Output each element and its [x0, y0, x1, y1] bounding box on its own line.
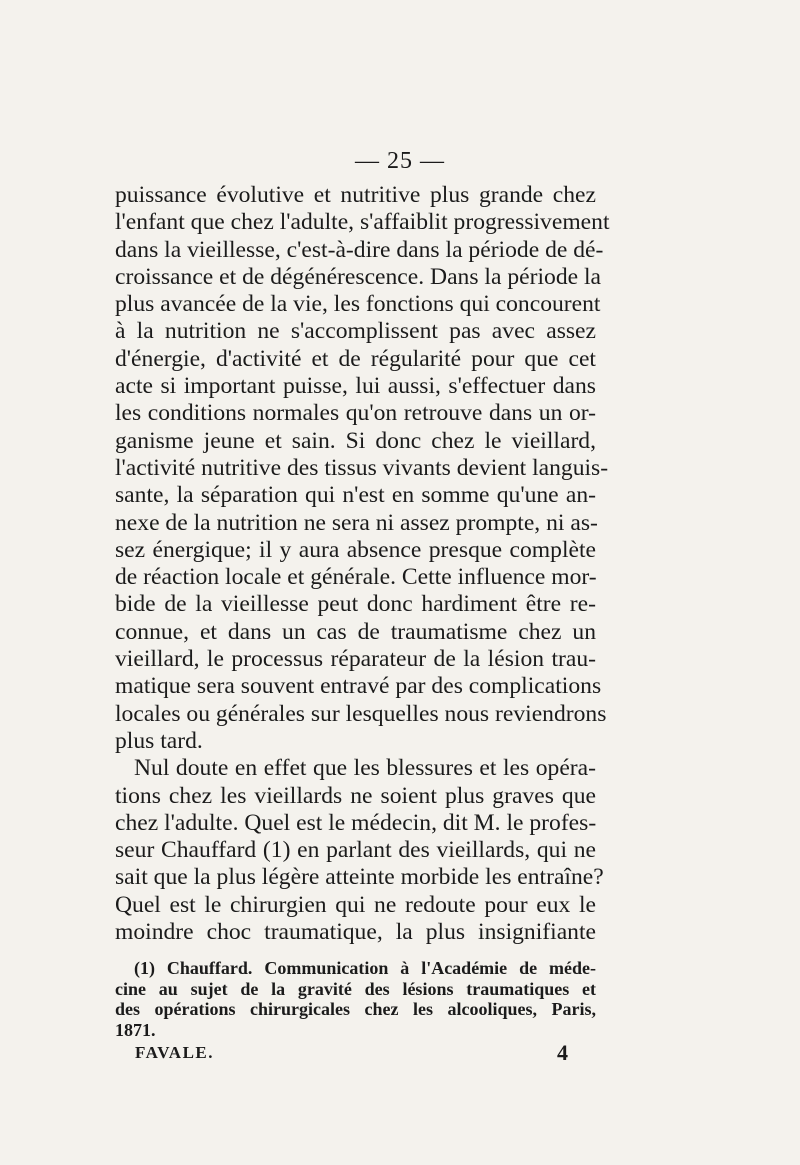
text-line: de réaction locale et générale. Cette influence mor-	[115, 564, 597, 591]
body-text	[115, 182, 610, 946]
text-line: matique sera souvent entravé par des complications	[115, 673, 602, 700]
text-line: l'activité nutritive des tissus vivants devient languis-	[115, 454, 609, 481]
text-line: les conditions normales qu'on retrouve dans un or-	[115, 400, 596, 427]
text-line: Quel est le chirurgien qui ne redoute pour eux le	[115, 891, 596, 918]
text-line: sez énergique; il y aura absence presque complète	[115, 536, 596, 563]
page-number: — 25 —	[355, 148, 445, 174]
text-line: croissance et de dégénérescence. Dans la période la	[115, 263, 602, 290]
text-line: plus tard.	[115, 727, 203, 754]
text-line: puissance évolutive et nutritive plus grande chez	[115, 182, 596, 208]
text-line: l'enfant que chez l'adulte, s'affaiblit progressivement	[115, 209, 610, 236]
text-line: d'énergie, d'activité et de régularité pour que cet	[115, 345, 596, 372]
signature-mark: FAVALE.	[135, 1043, 214, 1062]
text-line: dans la vieillesse, c'est-à-dire dans la période de dé-	[115, 236, 604, 263]
text-line: ganisme jeune et sain. Si donc chez le vieillard,	[115, 427, 596, 454]
text-line: chez l'adulte. Quel est le médecin, dit M. le profes-	[115, 809, 597, 836]
text-line: acte si important puisse, lui aussi, s'effectuer dans	[115, 373, 596, 400]
footnote-line: des opérations chirurgicales chez les alcooliques, Paris,	[115, 999, 596, 1019]
text-line: vieillard, le processus réparateur de la lésion trau-	[115, 646, 596, 673]
text-line: à la nutrition ne s'accomplissent pas avec assez	[115, 318, 596, 345]
text-line: connue, et dans un cas de traumatisme chez un	[115, 618, 596, 645]
text-line: seur Chauffard (1) en parlant des vieillards, qui ne	[115, 837, 596, 864]
footnote	[115, 958, 596, 1040]
footnote-line: cine au sujet de la gravité des lésions traumatiques et	[115, 978, 596, 999]
text-line: nexe de la nutrition ne sera ni assez prompte, ni as-	[115, 509, 598, 536]
text-line: sante, la séparation qui n'est en somme qu'une an-	[115, 482, 596, 509]
sheet-number: 4	[557, 1040, 568, 1065]
text-line: bide de la vieillesse peut donc hardiment être re-	[115, 591, 596, 618]
text-line: plus avancée de la vie, les fonctions qui concourent	[115, 291, 601, 318]
text-line: tions chez les vieillards ne soient plus graves que	[115, 782, 596, 809]
footnote-line: (1) Chauffard. Communication à l'Académie de méde-	[134, 958, 596, 978]
text-line: locales ou générales sur lesquelles nous reviendrons	[115, 700, 607, 727]
text-line: Nul doute en effet que les blessures et les opéra-	[134, 755, 596, 782]
footnote-line: 1871.	[115, 1019, 156, 1040]
text-line: sait que la plus légère atteinte morbide les entraîne?	[115, 864, 604, 891]
text-line: moindre choc traumatique, la plus insignifiante	[115, 919, 596, 946]
